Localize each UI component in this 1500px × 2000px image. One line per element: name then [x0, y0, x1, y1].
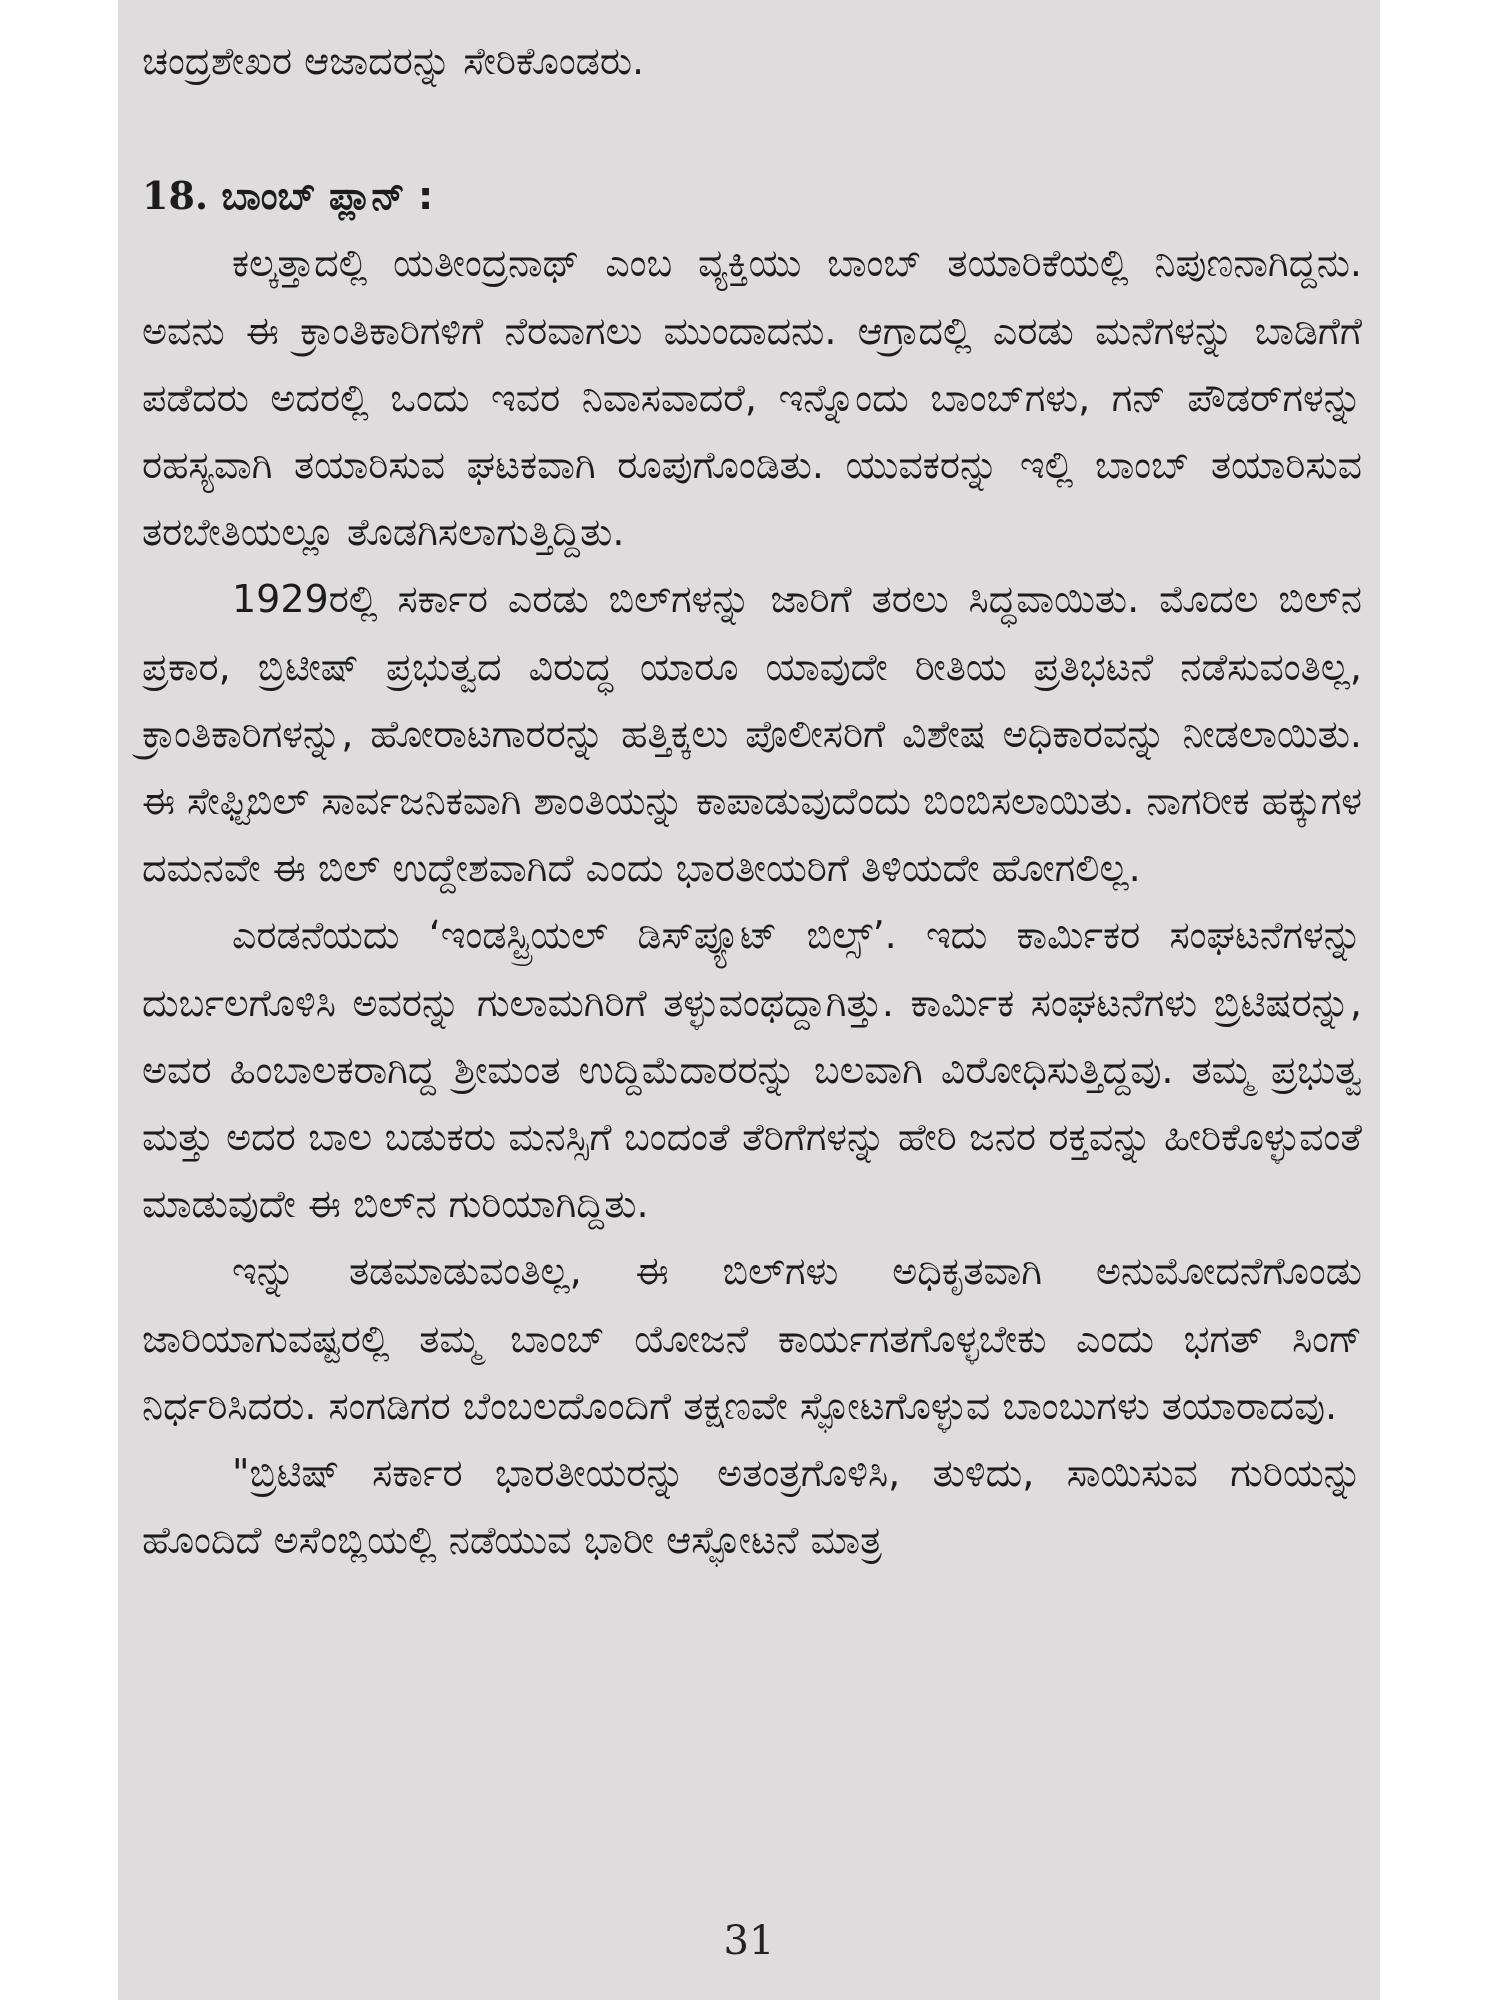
book-page	[118, 0, 1380, 2000]
paragraph-2: 1929ರಲ್ಲಿ ಸರ್ಕಾರ ಎರಡು ಬಿಲ್‌ಗಳನ್ನು ಜಾರಿಗೆ ತರಲು ಸಿದ್ಧವಾಯಿತು. ಮೊದಲ ಬಿಲ್‌ನ ಪ್ರಕಾರ, ಬ್ರಿಟೀಷ್ ಪ್ರಭುತ್ವದ ವಿರುದ್ಧ ಯಾರೂ ಯಾವುದೇ ರೀತಿಯ ಪ್ರತಿಭಟನೆ ನಡೆಸುವಂತಿಲ್ಲ, ಕ್ರಾಂತಿಕಾರಿಗಳನ್ನು, ಹೋರಾಟಗಾರರನ್ನು ಹತ್ತಿಕ್ಕಲು ಪೊಲೀಸರಿಗೆ ವಿಶೇಷ ಅಧಿಕಾರವನ್ನು ನೀಡಲಾಯಿತು. ಈ ಸೇಫ್ಟಿಬಿಲ್ ಸಾರ್ವಜನಿಕವಾಗಿ ಶಾಂತಿಯನ್ನು ಕಾಪಾಡುವುದೆಂದು ಬಿಂಬಿಸಲಾಯಿತು. ನಾಗರೀಕ ಹಕ್ಕುಗಳ ದಮನವೇ ಈ ಬಿಲ್ ಉದ್ದೇಶವಾಗಿದೆ ಎಂದು ಭಾರತೀಯರಿಗೆ ತಿಳಿಯದೇ ಹೋಗಲಿಲ್ಲ.	[142, 577, 1362, 891]
opening-line: ಚಂದ್ರಶೇಖರ ಆಜಾದರನ್ನು ಸೇರಿಕೊಂಡರು.	[142, 39, 645, 83]
paragraph-3: ಎರಡನೆಯದು ‘ಇಂಡಸ್ಟ್ರಿಯಲ್ ಡಿಸ್‌ಪ್ಯೂಟ್ ಬಿಲ್ಸ್’. ಇದು ಕಾರ್ಮಿಕರ ಸಂಘಟನೆಗಳನ್ನು ದುರ್ಬಲಗೊಳಿಸಿ ಅವರನ್ನು ಗುಲಾಮಗಿರಿಗೆ ತಳ್ಳುವಂಥದ್ದಾಗಿತ್ತು. ಕಾರ್ಮಿಕ ಸಂಘಟನೆಗಳು ಬ್ರಿಟಿಷರನ್ನು, ಅವರ ಹಿಂಬಾಲಕರಾಗಿದ್ದ ಶ್ರೀಮಂತ ಉದ್ದಿಮೆದಾರರನ್ನು ಬಲವಾಗಿ ವಿರೋಧಿಸುತ್ತಿದ್ದವು. ತಮ್ಮ ಪ್ರಭುತ್ವ ಮತ್ತು ಅದರ ಬಾಲ ಬಡುಕರು ಮನಸ್ಸಿಗೆ ಬಂದಂತೆ ತೆರಿಗೆಗಳನ್ನು ಹೇರಿ ಜನರ ರಕ್ತವನ್ನು ಹೀರಿಕೊಳ್ಳುವಂತೆ ಮಾಡುವುದೇ ಈ ಬಿಲ್‌ನ ಗುರಿಯಾಗಿದ್ದಿತು.	[142, 913, 1362, 1227]
paragraph-5: "ಬ್ರಿಟಿಷ್ ಸರ್ಕಾರ ಭಾರತೀಯರನ್ನು ಅತಂತ್ರಗೊಳಿಸಿ, ತುಳಿದು, ಸಾಯಿಸುವ ಗುರಿಯನ್ನು ಹೊಂದಿದೆ ಅಸೆಂಬ್ಲಿಯಲ್ಲಿ ನಡೆಯುವ ಭಾರೀ ಆಸ್ಫೋಟನೆ ಮಾತ್ರ	[142, 1451, 1362, 1563]
section-title: ಬಾಂಬ್ ಪ್ಲಾನ್ :	[221, 174, 434, 219]
page-number: 31	[723, 1918, 775, 1964]
page-text	[142, 28, 1362, 1574]
section-number: 18.	[142, 173, 209, 219]
section-heading	[142, 162, 1362, 230]
paragraph-1: ಕಲ್ಕತ್ತಾದಲ್ಲಿ ಯತೀಂದ್ರನಾಥ್ ಎಂಬ ವ್ಯಕ್ತಿಯು ಬಾಂಬ್ ತಯಾರಿಕೆಯಲ್ಲಿ ನಿಪುಣನಾಗಿದ್ದನು. ಅವನು ಈ ಕ್ರಾಂತಿಕಾರಿಗಳಿಗೆ ನೆರವಾಗಲು ಮುಂದಾದನು. ಆಗ್ರಾದಲ್ಲಿ ಎರಡು ಮನೆಗಳನ್ನು ಬಾಡಿಗೆಗೆ ಪಡೆದರು ಅದರಲ್ಲಿ ಒಂದು ಇವರ ನಿವಾಸವಾದರೆ, ಇನ್ನೊಂದು ಬಾಂಬ್‌ಗಳು, ಗನ್ ಪೌಡರ್‌ಗಳನ್ನು ರಹಸ್ಯವಾಗಿ ತಯಾರಿಸುವ ಘಟಕವಾಗಿ ರೂಪುಗೊಂಡಿತು. ಯುವಕರನ್ನು ಇಲ್ಲಿ ಬಾಂಬ್ ತಯಾರಿಸುವ ತರಬೇತಿಯಲ್ಲೂ ತೊಡಗಿಸಲಾಗುತ್ತಿದ್ದಿತು.	[142, 241, 1362, 555]
paragraph-4: ಇನ್ನು ತಡಮಾಡುವಂತಿಲ್ಲ, ಈ ಬಿಲ್‌ಗಳು ಅಧಿಕೃತವಾಗಿ ಅನುಮೋದನೆಗೊಂಡು ಜಾರಿಯಾಗುವಷ್ಟರಲ್ಲಿ ತಮ್ಮ ಬಾಂಬ್ ಯೋಜನೆ ಕಾರ್ಯಗತಗೊಳ್ಳಬೇಕು ಎಂದು ಭಗತ್ ಸಿಂಗ್ ನಿರ್ಧರಿಸಿದರು. ಸಂಗಡಿಗರ ಬೆಂಬಲದೊಂದಿಗೆ ತಕ್ಷಣವೇ ಸ್ಫೋಟಗೊಳ್ಳುವ ಬಾಂಬುಗಳು ತಯಾರಾದವು.	[142, 1249, 1362, 1428]
